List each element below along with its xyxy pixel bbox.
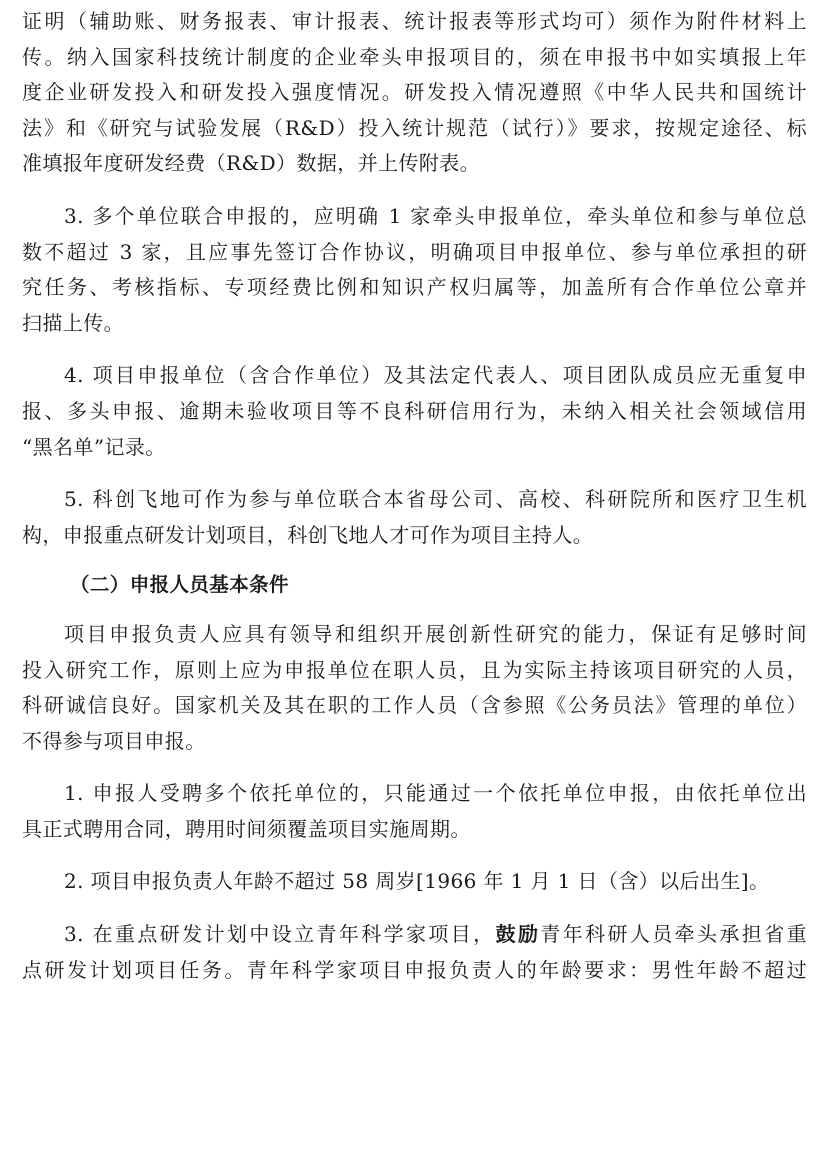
paragraph-item-3-young-scientist — [22, 917, 807, 988]
text-line: 4. 项目申报单位（含合作单位）及其法定代表人、项目团队成员应无重复申 — [64, 363, 807, 388]
text-line: 1. 申报人受聘多个依托单位的，只能通过一个依托单位申报，由依托单位出 — [64, 781, 807, 806]
text-line: 法》和《研究与试验发展（R&D）投入统计规范（试行）》要求，按规定途径、标 — [22, 115, 807, 140]
section-heading: （二）申报人员基本条件 — [70, 573, 289, 597]
text-run: 青年科研人员牵头承担省重 — [540, 922, 807, 947]
text-run: 3. 在重点研发计划中设立青年科学家项目， — [64, 922, 496, 947]
paragraph-item-2-age — [22, 864, 807, 900]
text-line: 度企业研发投入和研发投入强度情况。研发投入情况遵照《中华人民共和国统计 — [22, 80, 807, 105]
paragraph-item-3-joint-application — [22, 199, 807, 341]
text-line: 项目申报负责人应具有领导和组织开展创新性研究的能力，保证有足够时间 — [64, 621, 807, 646]
text-line: 扫描上传。 — [22, 310, 124, 335]
text-line: 准填报年度研发经费（R&D）数据，并上传附表。 — [22, 151, 481, 176]
text-line: 具正式聘用合同，聘用时间须覆盖项目实施周期。 — [22, 816, 471, 841]
text-line: 构，申报重点研发计划项目，科创飞地人才可作为项目主持人。 — [22, 522, 594, 547]
text-line: 报、多头申报、逾期未验收项目等不良科研信用行为，未纳入相关社会领域信用 — [22, 398, 807, 423]
text-line: 证明（辅助账、财务报表、审计报表、统计报表等形式均可）须作为附件材料上 — [22, 9, 807, 33]
text-line: 科研诚信良好。国家机关及其在职的工作人员（含参照《公务员法》管理的单位） — [22, 693, 807, 718]
text-line: 5. 科创飞地可作为参与单位联合本省母公司、高校、科研院所和医疗卫生机 — [64, 487, 807, 512]
text-line: 究任务、考核指标、专项经费比例和知识产权归属等，加盖所有合作单位公章并 — [22, 275, 807, 300]
paragraph-applicant-requirements — [22, 617, 807, 759]
text-line: “黑名单”记录。 — [22, 434, 166, 459]
paragraph-item-4-credit — [22, 358, 807, 465]
text-line: 投入研究工作，原则上应为申报单位在职人员，且为实际主持该项目研究的人员， — [22, 657, 807, 682]
text-line: 传。纳入国家科技统计制度的企业牵头申报项目的，须在申报书中如实填报上年 — [22, 44, 807, 69]
text-line: 不得参与项目申报。 — [22, 728, 206, 753]
text-line — [22, 917, 807, 953]
emphasis-text: 鼓励 — [495, 922, 541, 947]
text-line: 2. 项目申报负责人年龄不超过 58 周岁[1966 年 1 月 1 日（含）以后出生]。 — [64, 869, 770, 894]
text-line: 数不超过 3 家，且应事先签订合作协议，明确项目申报单位、参与单位承担的研 — [22, 239, 807, 264]
text-line: 3. 多个单位联合申报的，应明确 1 家牵头申报单位，牵头单位和参与单位总 — [64, 203, 807, 228]
paragraph-item-1-employment — [22, 776, 807, 847]
paragraph-item-5-enclave — [22, 482, 807, 553]
document-page — [22, 0, 807, 988]
text-line: 点研发计划项目任务。青年科学家项目申报负责人的年龄要求：男性年龄不超过 — [22, 957, 807, 982]
paragraph-evidence — [22, 4, 807, 182]
